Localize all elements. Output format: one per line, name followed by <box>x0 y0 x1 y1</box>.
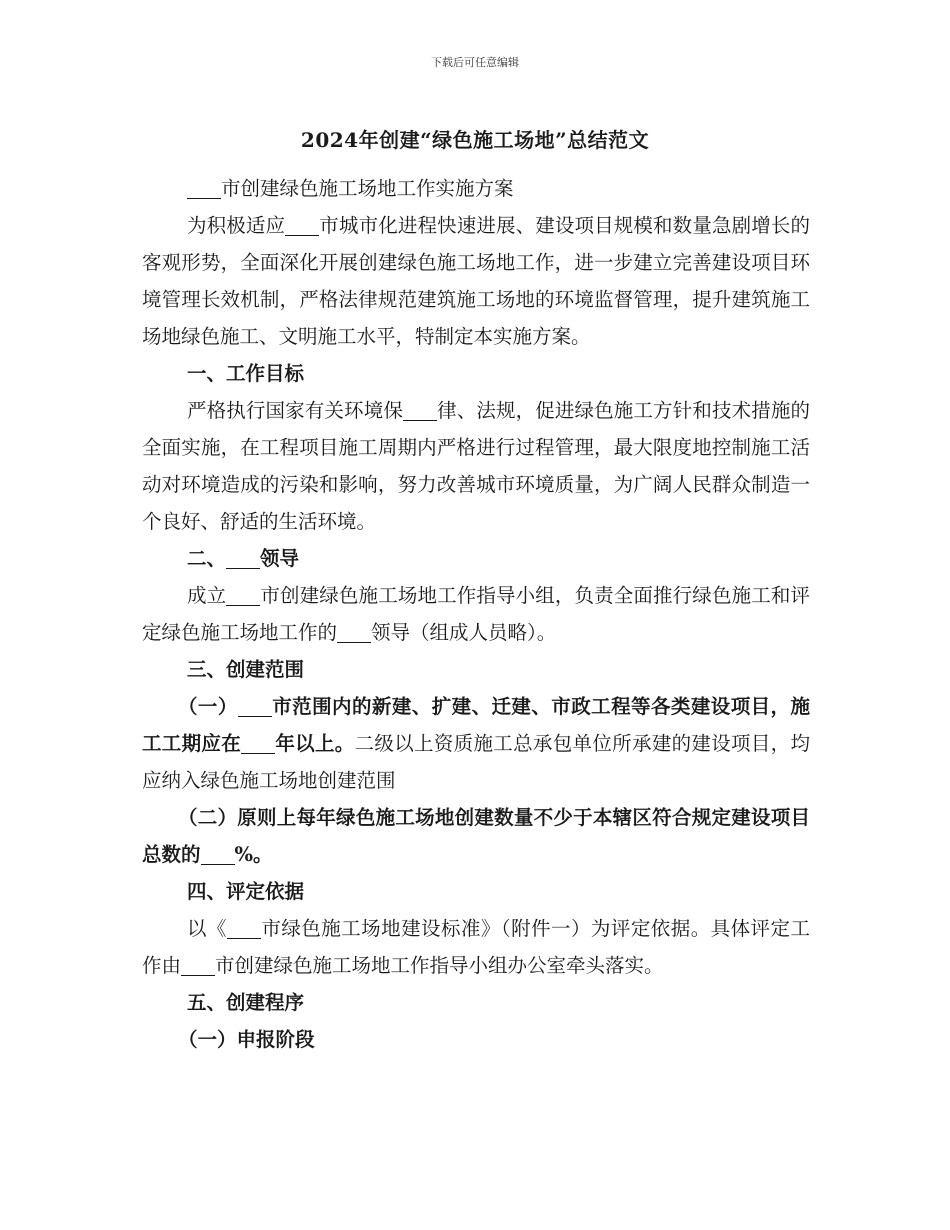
header-note: 下载后可任意编辑 <box>431 56 519 69</box>
subheading-application-stage: （一）申报阶段 <box>178 1028 315 1051</box>
blank-line <box>226 586 260 607</box>
heading-leadership: 二、 领导 <box>187 547 300 570</box>
blank-line <box>187 179 221 200</box>
paragraph-evaluation: 以《 市绿色施工场地建设标准》（附件一）为评定依据。具体评定工作由 市创建绿色施工场地工作指导小组办公室牵头落实。 <box>142 917 810 977</box>
heading-scope: 三、创建范围 <box>187 658 305 681</box>
blank-line <box>403 401 437 422</box>
paragraph-plan-title: 市创建绿色施工场地工作实施方案 <box>142 170 810 207</box>
blank-line <box>227 919 261 940</box>
paragraph-leadership: 成立 市创建绿色施工场地工作指导小组，负责全面推行绿色施工和评定绿色施工场地工作的 领导（组成人员略）。 <box>142 584 810 644</box>
blank-line <box>181 956 215 977</box>
document-title: 2024年创建“绿色施工场地”总结范文 <box>300 128 650 152</box>
blank-line <box>238 697 272 718</box>
paragraph-goal: 严格执行国家有关环境保 律、法规，促进绿色施工方针和技术措施的全面实施，在工程项目施工周期内严格进行过程管理，最大限度地控制施工活动对环境造成的污染和影响，努力改善城市环境质量，为广阔人民群众制造一个良好、舒适的生活环境。 <box>142 399 810 533</box>
heading-creation-procedure: 五、创建程序 <box>187 991 305 1014</box>
document-body <box>142 170 810 1058</box>
blank-line <box>241 734 275 755</box>
blank-line <box>337 623 371 644</box>
blank-line <box>226 549 260 570</box>
blank-line <box>285 216 319 237</box>
paragraph-scope-2: （二）原则上每年绿色施工场地创建数量不少于本辖区符合规定建设项目总数的 %。 <box>142 806 810 866</box>
heading-evaluation-basis: 四、评定依据 <box>187 880 305 903</box>
paragraph-intro: 为积极适应 市城市化进程快速进展、建设项目规模和数量急剧增长的客观形势，全面深化开展创建绿色施工场地工作，进一步建立完善建设项目环境管理长效机制，严格法律规范建筑施工场地的环境监督管理，提升建筑施工场地绿色施工、文明施工水平，特制定本实施方案。 <box>142 214 810 348</box>
heading-work-goal: 一、工作目标 <box>187 362 305 385</box>
paragraph-scope-1: （一） 市范围内的新建、扩建、迁建、市政工程等各类建设项目，施工工期应在 年以上。二级以上资质施工总承包单位所承建的建设项目，均应纳入绿色施工场地创建范围 <box>142 695 810 792</box>
blank-line <box>201 845 235 866</box>
